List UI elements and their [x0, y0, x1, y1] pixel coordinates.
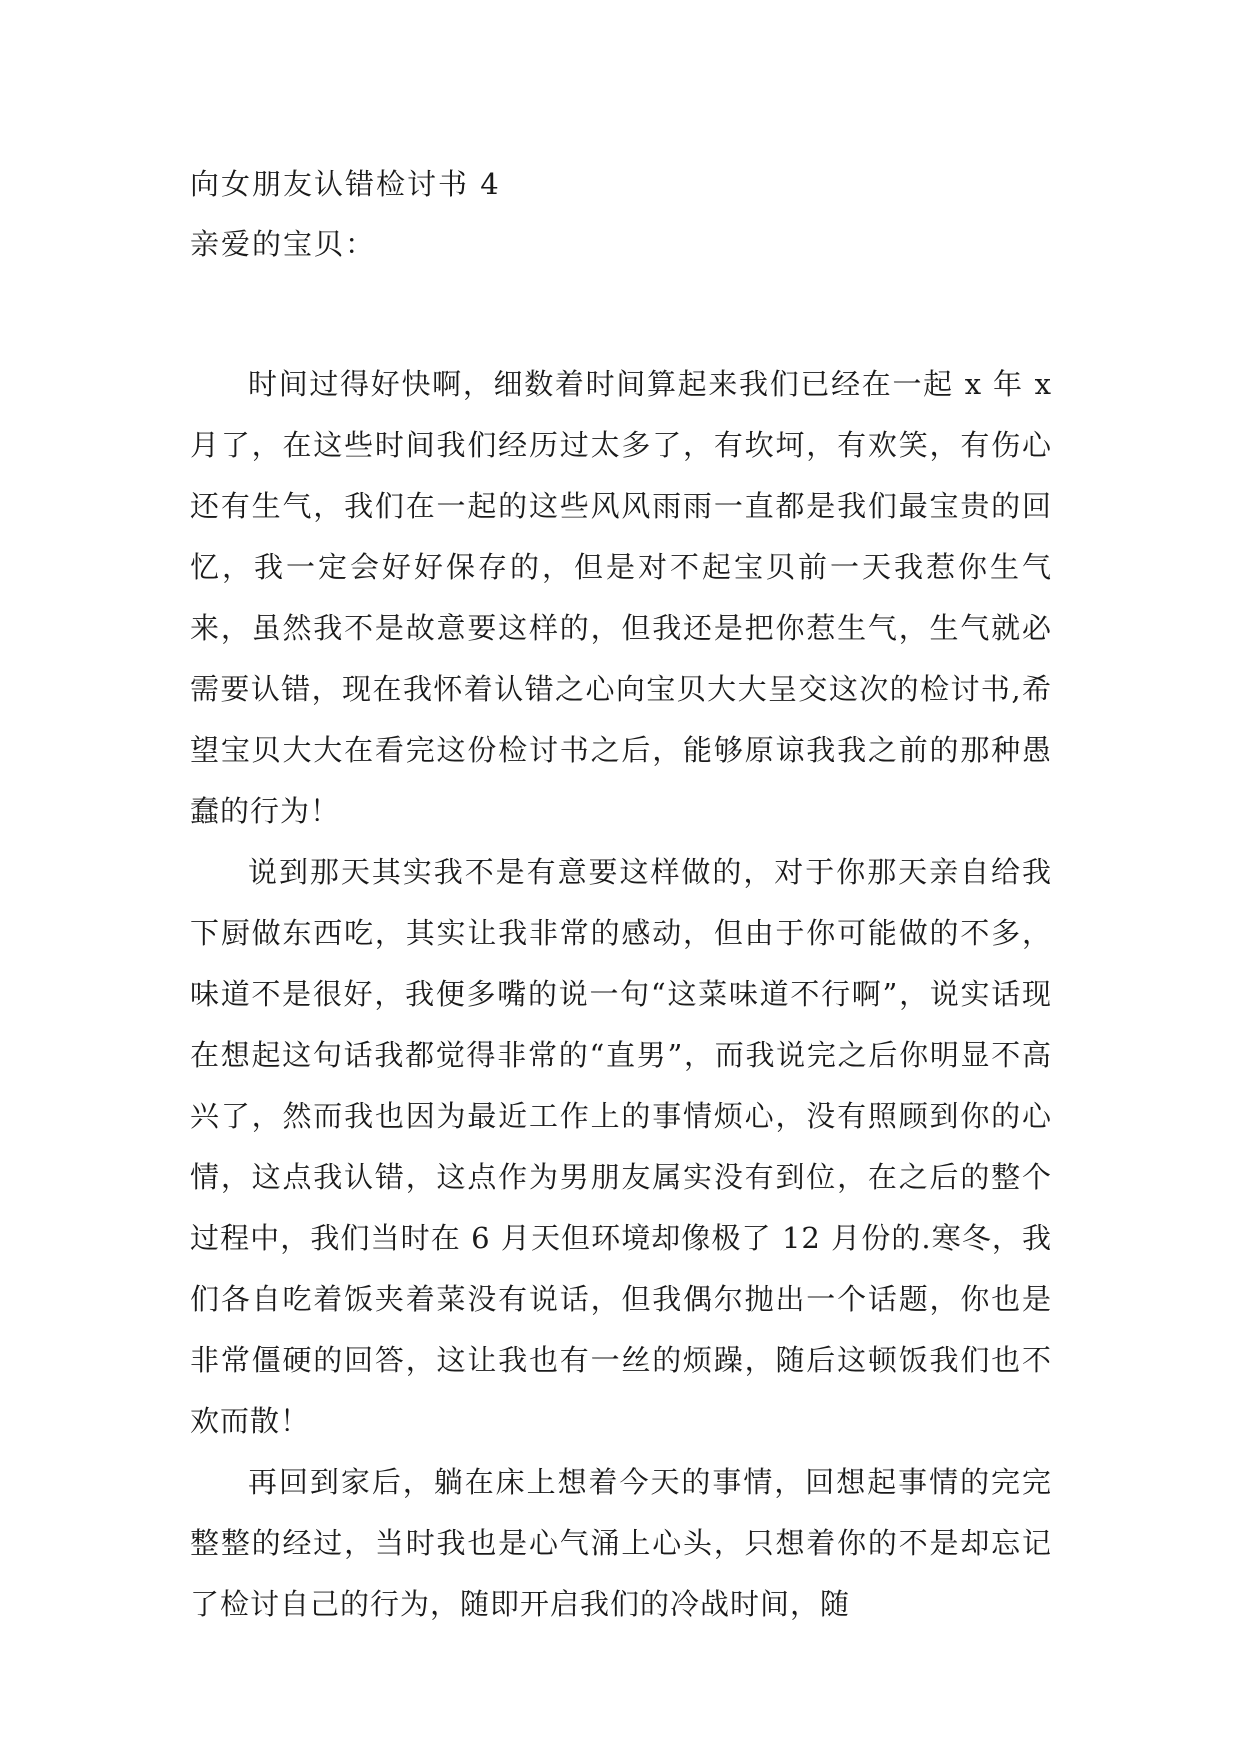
document-title: 向女朋友认错检讨书 4: [190, 167, 501, 201]
paragraph-3: 再回到家后，躺在床上想着今天的事情，回想起事情的完完整整的经过，当时我也是心气涌上心头，只想着你的不是却忘记了检讨自己的行为，随即开启我们的冷战时间，随: [190, 1465, 1052, 1621]
document-body: [190, 164, 1052, 1635]
paragraph-1: 时间过得好快啊，细数着时间算起来我们已经在一起 x 年 x 月了，在这些时间我们经历过太多了，有坎坷，有欢笑，有伤心还有生气，我们在一起的这些风风雨雨一直都是我们最宝贵的回忆，我一定会好好保存的，但是对不起宝贝前一天我惹你生气来，虽然我不是故意要这样的，但我还是把你惹生气，生气就必需要认错，现在我怀着认错之心向宝贝大大呈交这次的检讨书,希望宝贝大大在看完这份检讨书之后，能够原谅我我之前的那种愚蠢的行为！: [190, 367, 1052, 828]
blank-space: [190, 264, 1052, 354]
salutation: 亲爱的宝贝：: [190, 227, 377, 261]
paragraph-2: 说到那天其实我不是有意要这样做的，对于你那天亲自给我下厨做东西吃，其实让我非常的感动，但由于你可能做的不多，味道不是很好，我便多嘴的说一句“这菜味道不行啊”，说实话现在想起这句话我都觉得非常的“直男”，而我说完之后你明显不高兴了，然而我也因为最近工作上的事情烦心，没有照顾到你的心情，这点我认错，这点作为男朋友属实没有到位，在之后的整个过程中，我们当时在 6 月天但环境却像极了 12 月份的.寒冬，我们各自吃着饭夹着菜没有说话，但我偶尔抛出一个话题，你也是非常僵硬的回答，这让我也有一丝的烦躁，随后这顿饭我们也不欢而散！: [190, 855, 1052, 1438]
